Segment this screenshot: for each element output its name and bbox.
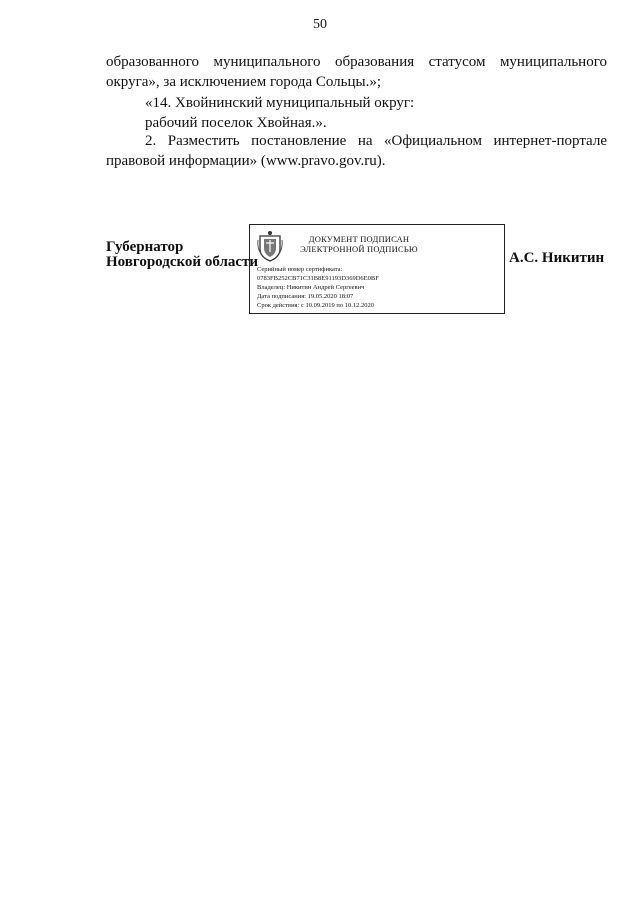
paragraph-continuation [106,52,607,92]
page-number: 50 [313,17,327,32]
paragraph-item-14 [106,93,607,113]
electronic-signature-stamp [249,224,505,314]
signer-title [106,240,258,270]
text-line: правовой информации» (www.pravo.gov.ru). [106,153,386,169]
certificate-validity: Срок действия: с 10.09.2019 по 10.12.2020 [257,302,374,309]
signer-region: Новгородской области [106,254,259,270]
stamp-header-line: ДОКУМЕНТ ПОДПИСАН [308,234,410,244]
certificate-owner: Владелец: Никитин Андрей Сергеевич [257,284,365,291]
coat-of-arms-icon [257,230,283,262]
signer-name: А.С. Никитин [509,250,605,266]
text-line: 2. Разместить постановление на «Официальном интернет-портале [145,133,607,149]
signed-date: Дата подписания: 19.05.2020 18:07 [257,293,354,300]
stamp-header [294,234,424,254]
text-line: рабочий поселок Хвойная.». [145,115,327,131]
stamp-header-line: ЭЛЕКТРОННОЙ ПОДПИСЬЮ [300,244,418,254]
text-line: округа», за исключением города Сольцы.»; [106,74,382,90]
stamp-details [257,265,379,310]
paragraph-publication [106,131,607,171]
text-line: образованного муниципального образования статусом муниципального [106,54,607,70]
signer-position: Губернатор [106,239,184,255]
serial-label: Серийный номер сертификата: [257,266,343,273]
serial-value: 0783FB252CB71C31B8E91193D369D6E0BF [257,275,379,282]
text-line: «14. Хвойнинский муниципальный округ: [145,95,415,111]
paragraph-settlement [106,113,607,133]
